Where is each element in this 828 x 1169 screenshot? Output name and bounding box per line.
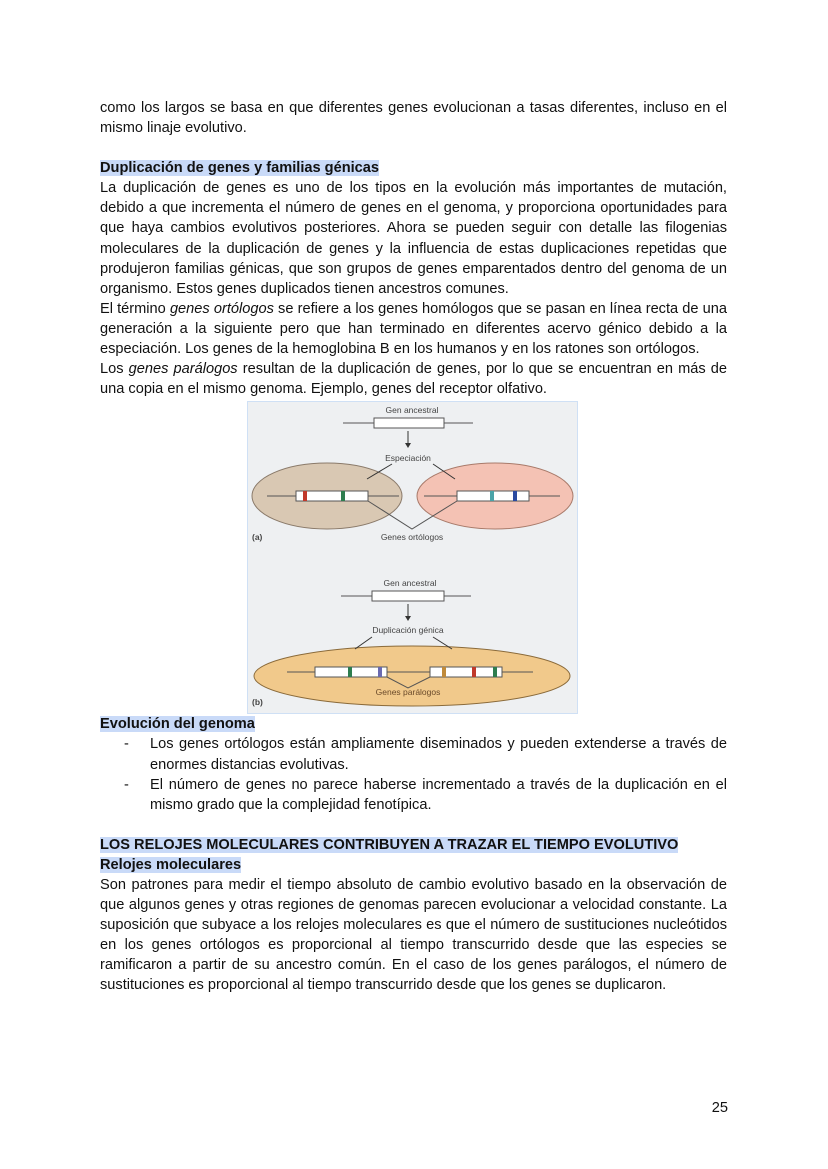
mutation-mark — [303, 491, 307, 501]
intro-paragraph: como los largos se basa en que diferentes genes evolucionan a tasas diferentes, incluso en el mismo linaje evolutivo. — [100, 100, 727, 137]
mutation-mark — [493, 667, 497, 677]
ancestral-gene-b — [372, 591, 444, 601]
label-genes-ortologos: Genes ortólogos — [380, 532, 444, 543]
ancestral-gene-a — [374, 418, 444, 428]
text: se refiere a los genes homólogos que se pasan en línea recta de una generación a la siguiente pero que han terminado en diferentes acervo génico debido a la especiación. Los genes de la hemoglobina B en los humanos y en los ratones son ortólogos. — [100, 300, 728, 358]
text: El término — [100, 300, 170, 317]
mutation-mark — [472, 667, 476, 677]
page-body — [100, 98, 727, 996]
mutation-mark — [442, 667, 446, 677]
section-heading-relojes: LOS RELOJES MOLECULARES CONTRIBUYEN A TRAZAR EL TIEMPO EVOLUTIVO — [100, 836, 679, 853]
text: resultan de la duplicación de genes, por lo que se encuentran en más de una copia en el mismo genoma. Ejemplo, genes del receptor olfativo. — [100, 361, 727, 398]
text: Los — [100, 361, 129, 378]
paralog-gene-2 — [430, 667, 502, 677]
bullet-list — [100, 734, 727, 814]
mutation-mark — [378, 667, 382, 677]
label-gen-ancestral-b: Gen ancestral — [383, 578, 437, 589]
list-item — [100, 775, 727, 815]
label-duplicacion-genica: Duplicación génica — [372, 625, 444, 636]
list-item-text: Los genes ortólogos están ampliamente diseminados y pueden extenderse a través de enormes distancias evolutivas. — [150, 736, 727, 773]
term-ortologos: genes ortólogos — [169, 300, 274, 317]
panel-label-b: (b) — [252, 697, 263, 708]
paragraph: Son patrones para medir el tiempo absoluto de cambio evolutivo basado en la observación de que algunos genes y otras regiones de genomas parecen evolucionar a velocidad constante. La suposición que subyace a los relojes moleculares es que el número de sustituciones nucleótidos en los genes ortólogos es proporcional al tiempo transcurrido desde que las especies se ramificaron a partir de su ancestro común. En el caso de los genes parálogos, el número de sustituciones es proporcional al tiempo transcurrido desde que los genes se duplicaron. — [100, 876, 727, 994]
label-gen-ancestral-a: Gen ancestral — [385, 405, 439, 416]
section-heading-evolucion-genoma: Evolución del genoma — [100, 716, 255, 733]
paragraph-ortologos — [100, 299, 727, 359]
bullet-dash: - — [124, 776, 129, 793]
paragraph-paralogos — [100, 359, 727, 399]
list-item — [100, 734, 727, 774]
mutation-mark — [348, 667, 352, 677]
mutation-mark — [341, 491, 345, 501]
genome-cell — [254, 646, 570, 706]
label-especiacion: Especiación — [385, 453, 431, 464]
label-genes-paralogos: Genes parálogos — [375, 687, 441, 698]
list-item-text: El número de genes no parece haberse incrementado a través de la duplicación en el mismo grado que la complejidad fenotípica. — [150, 776, 727, 813]
panel-label-a: (a) — [252, 532, 263, 543]
section-heading-duplicacion: Duplicación de genes y familias génicas — [100, 160, 380, 177]
bullet-dash: - — [124, 736, 129, 753]
term-paralogos: genes parálogos — [128, 361, 238, 378]
page-number: 25 — [711, 1100, 728, 1116]
gene-duplication-figure — [247, 401, 578, 714]
mutation-mark — [513, 491, 517, 501]
subheading-relojes-moleculares: Relojes moleculares — [100, 856, 242, 873]
mutation-mark — [490, 491, 494, 501]
paragraph: La duplicación de genes es uno de los tipos en la evolución más importantes de mutación, debido a que incrementa el número de genes en el genoma, y proporciona oportunidades para que haya cambios evolutivos posteriores. Ahora se pueden seguir con detalle las filogenias moleculares de la duplicación de genes y la influencia de estas duplicaciones repetidas que produjeron familias génicas, que son grupos de genes emparentados dentro del genoma de un organismo. Estos genes duplicados tienen ancestros comunes. — [100, 180, 727, 297]
